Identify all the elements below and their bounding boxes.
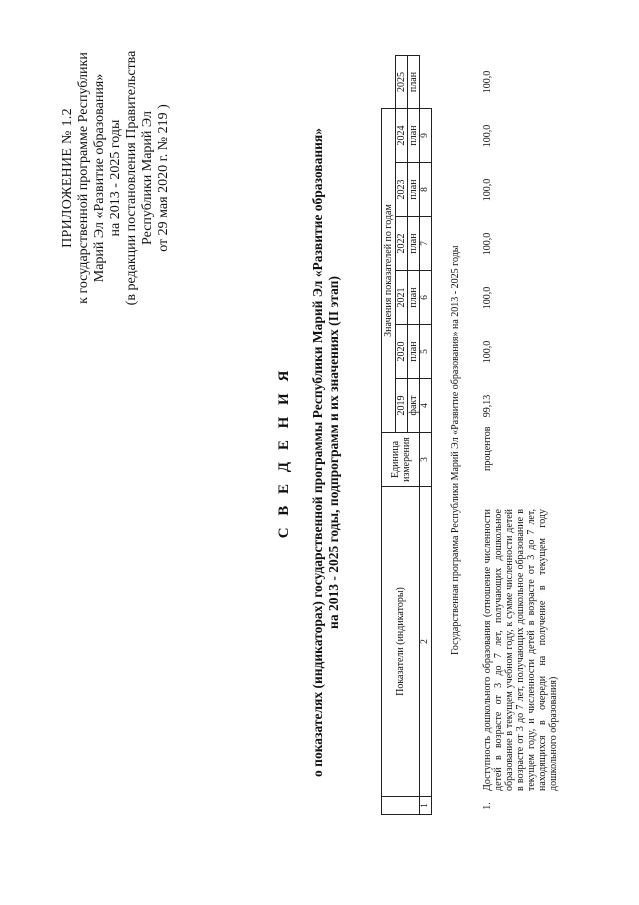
indicator-number: 1. [482, 802, 493, 810]
indicator-value-2020: 100,0 [482, 340, 493, 364]
appendix-line: от 29 мая 2020 г. № 219 ) [156, 104, 171, 252]
indicator-value-2019: 99,13 [482, 394, 493, 418]
column-number: 7 [420, 217, 432, 271]
header-indicator: Показатели (индикаторы) [382, 487, 420, 797]
header-num [382, 797, 420, 815]
indicator-value-2023: 100,0 [482, 178, 493, 202]
header-year: 2019 [396, 379, 408, 433]
header-year: 2021 [396, 271, 408, 325]
appendix-line: Республики Марий Эл [140, 111, 155, 245]
header-kind: план [408, 325, 420, 379]
indicator-name: Доступность дошкольного образования (отношение численности детей в возрасте от 3 до 7 лет, получающих дошкольное образование в текущем учебном году, к сумме численности детей в возрасте от 3 до 7 лет, получающих дошкольное образование в текущем году, и численности детей в возрасте от 3 до 7 лет, находящихся в очереди на получение в текущем году дошкольного образования) [482, 509, 559, 791]
indicators-table [381, 55, 432, 815]
indicator-value-2022: 100,0 [482, 232, 493, 256]
column-number: 2 [420, 487, 432, 797]
header-values-group: Значения показателей по годам [382, 109, 396, 433]
appendix-line: (в редакции постановления Правительства [124, 50, 139, 306]
document-subtitle [310, 40, 342, 865]
header-year: 2020 [396, 325, 408, 379]
appendix-block [60, 28, 172, 328]
header-year: 2023 [396, 163, 408, 217]
header-kind: план [408, 217, 420, 271]
column-number: 6 [420, 271, 432, 325]
indicator-value-2024: 100,0 [482, 124, 493, 148]
header-kind: план [408, 56, 420, 109]
header-kind: факт [408, 379, 420, 433]
column-number: 3 [420, 433, 432, 487]
column-number: 5 [420, 325, 432, 379]
subtitle-line: на 2013 - 2025 годы, подпрограмм и их значениях (II этап) [326, 276, 341, 629]
subtitle-line: о показателях (индикаторах) государственной программы Республики Марий Эл «Развитие образования» [310, 128, 325, 777]
program-title: Государственная программа Республики Марий Эл «Развитие образования» на 2013 - 2025 годы [450, 245, 461, 655]
column-number: 1 [420, 797, 432, 815]
header-kind: план [408, 271, 420, 325]
appendix-title: ПРИЛОЖЕНИЕ № 1.2 [60, 108, 75, 248]
header-kind: план [408, 109, 420, 163]
header-unit: Единица измерения [382, 433, 420, 487]
indicator-value-2025: 100,0 [482, 70, 493, 94]
header-year: 2025 [396, 56, 408, 109]
indicator-value-2021: 100,0 [482, 286, 493, 310]
appendix-line: к государственной программе Республики [76, 52, 91, 304]
column-number: 9 [420, 109, 432, 163]
column-number: 4 [420, 379, 432, 433]
indicator-unit: процентов [482, 426, 493, 471]
column-number: 8 [420, 163, 432, 217]
header-kind: план [408, 163, 420, 217]
appendix-line: на 2013 - 2025 годы [108, 119, 123, 237]
header-year: 2022 [396, 217, 408, 271]
header-year: 2024 [396, 109, 408, 163]
document-title: С В Е Д Е Н И Я [276, 366, 292, 539]
appendix-line: Марий Эл «Развитие образования» [92, 73, 107, 283]
